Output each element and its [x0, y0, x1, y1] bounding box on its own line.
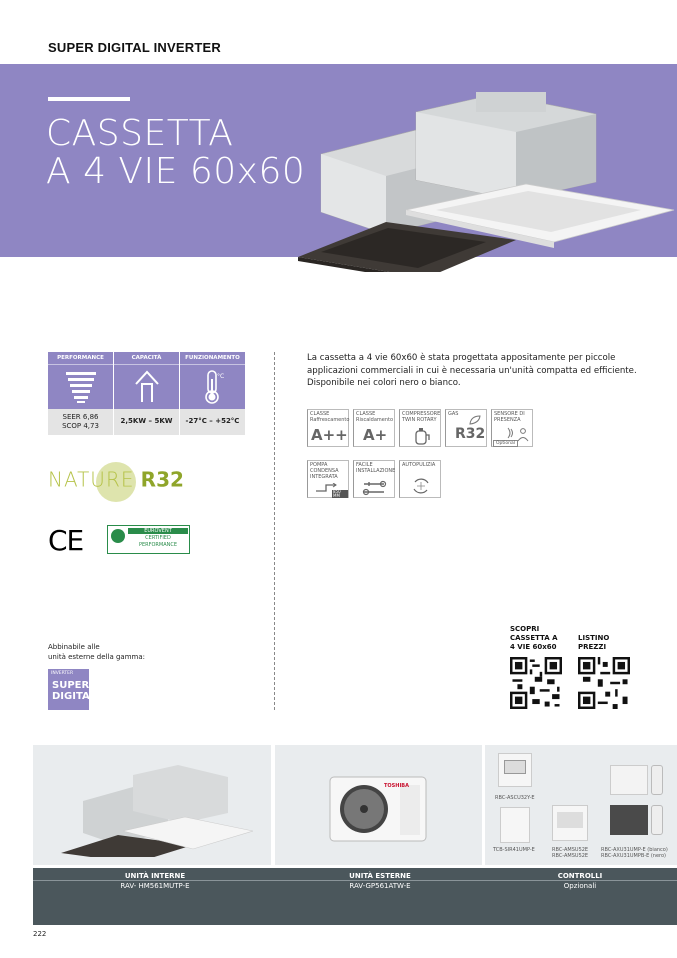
leaf-icon [468, 415, 482, 425]
thermometer-icon [202, 369, 226, 405]
indoor-unit-panel [33, 745, 271, 865]
white-handset-image [651, 765, 663, 795]
product-description: La cassetta a 4 vie 60x60 è stata progettata appositamente per piccole applicazioni commerciali in cui è necessaria un'unità compatta ed efficiente. Disponibile nei colori nero o bianco. [307, 353, 637, 388]
spec-performance-value: SEER 6,86 SCOP 4,73 [48, 409, 113, 435]
qr-label-discover: SCOPRI CASSETTA A 4 VIE 60x60 [510, 625, 558, 651]
spec-operation [180, 352, 245, 410]
spec-operation-value: -27°C – +52°C [180, 409, 245, 435]
spec-capacity-head: CAPACITÀ [114, 352, 179, 365]
feature-condensate-pump: POMPA CONDENSA INTEGRATA 850 MM [307, 460, 349, 498]
column-divider [274, 352, 275, 710]
control-model-2: TCB-SIR41UMP-E [493, 847, 535, 853]
units-table-divider [33, 880, 677, 881]
eurovent-logo: EUROVENT CERTIFIED PERFORMANCE [107, 525, 190, 554]
compat-note: Abbinabile alle unità esterne della gamma: [48, 643, 145, 661]
feature-self-cleaning: AUTOPULIZIA [399, 460, 441, 498]
tools-icon [361, 479, 389, 497]
svg-text:°C: °C [217, 373, 225, 380]
nature-globe-icon [96, 462, 136, 502]
col-controls-head: CONTROLLI [557, 872, 603, 880]
simple-remote-image [500, 807, 530, 843]
toshiba-logo: TOSHIBA [384, 783, 409, 789]
product-title-line1: CASSETTA [46, 113, 234, 154]
black-sensor-panel-image [610, 805, 648, 835]
nature-logo-text: NATURE [48, 467, 135, 492]
qr-code-discover[interactable] [510, 657, 562, 709]
col-outdoor-head: UNITÀ ESTERNE [349, 872, 411, 880]
outdoor-unit-image [328, 775, 428, 845]
col-outdoor-value: RAV-GP561ATW-E [349, 882, 411, 890]
hero-rule [48, 97, 130, 101]
nature-logo-suffix: R32 [140, 467, 184, 492]
touch-remote-image [552, 805, 588, 841]
self-cleaning-icon [411, 476, 431, 496]
eurovent-icon [111, 529, 125, 543]
product-image [296, 92, 676, 272]
spec-capacity [114, 352, 179, 410]
qr-code-pricelist[interactable] [578, 657, 630, 709]
indoor-unit-image [53, 761, 253, 857]
series-title: SUPER DIGITAL INVERTER [48, 40, 221, 55]
feature-presence-sensor: SENSORE DI PRESENZA Optional [491, 409, 533, 447]
spec-operation-head: FUNZIONAMENTO [180, 352, 245, 365]
product-title [46, 115, 305, 191]
feature-cooling-class: CLASSE Raffrescamento A++ [307, 409, 349, 447]
col-controls-value: Opzionali [563, 882, 597, 890]
ce-mark: CE [48, 524, 84, 557]
qr-label-pricelist: LISTINO PREZZI [578, 634, 610, 651]
page-number: 222 [33, 930, 47, 938]
black-handset-image [651, 805, 663, 835]
feature-heating-class: CLASSE Riscaldamento A+ [353, 409, 395, 447]
product-title-line2: A 4 VIE 60x60 [46, 151, 306, 192]
control-model-4: RBC-AXU31UMP-E (bianco) RBC-AXU31UMPB-E (nero) [601, 847, 668, 859]
spec-performance-head: PERFORMANCE [48, 352, 113, 365]
col-indoor-head: UNITÀ INTERNE [124, 872, 186, 880]
outdoor-unit-panel [275, 745, 482, 865]
control-model-1: RBC-ASCU32Y-E [495, 795, 535, 801]
feature-gas: GAS R32 [445, 409, 487, 447]
wired-remote-image [498, 753, 532, 787]
spec-capacity-value: 2,5KW – 5KW [114, 409, 179, 435]
feature-compressor: COMPRESSORE TWIN ROTARY [399, 409, 441, 447]
compressor-icon [413, 427, 431, 445]
feature-easy-install: FACILE INSTALLAZIONE [353, 460, 395, 498]
spec-performance [48, 352, 113, 410]
white-sensor-panel-image [610, 765, 648, 795]
nature-logo [48, 462, 184, 502]
capacity-arrow-icon [134, 370, 160, 404]
control-model-3: RBC-AMSU52E RBC-AMSU52E [552, 847, 589, 859]
super-digital-badge: INVERTER SUPER DIGITAL [48, 669, 89, 710]
controls-panel [485, 745, 677, 865]
col-indoor-value: RAV- HM561MUTP-E [120, 882, 190, 890]
performance-icon [66, 370, 96, 404]
